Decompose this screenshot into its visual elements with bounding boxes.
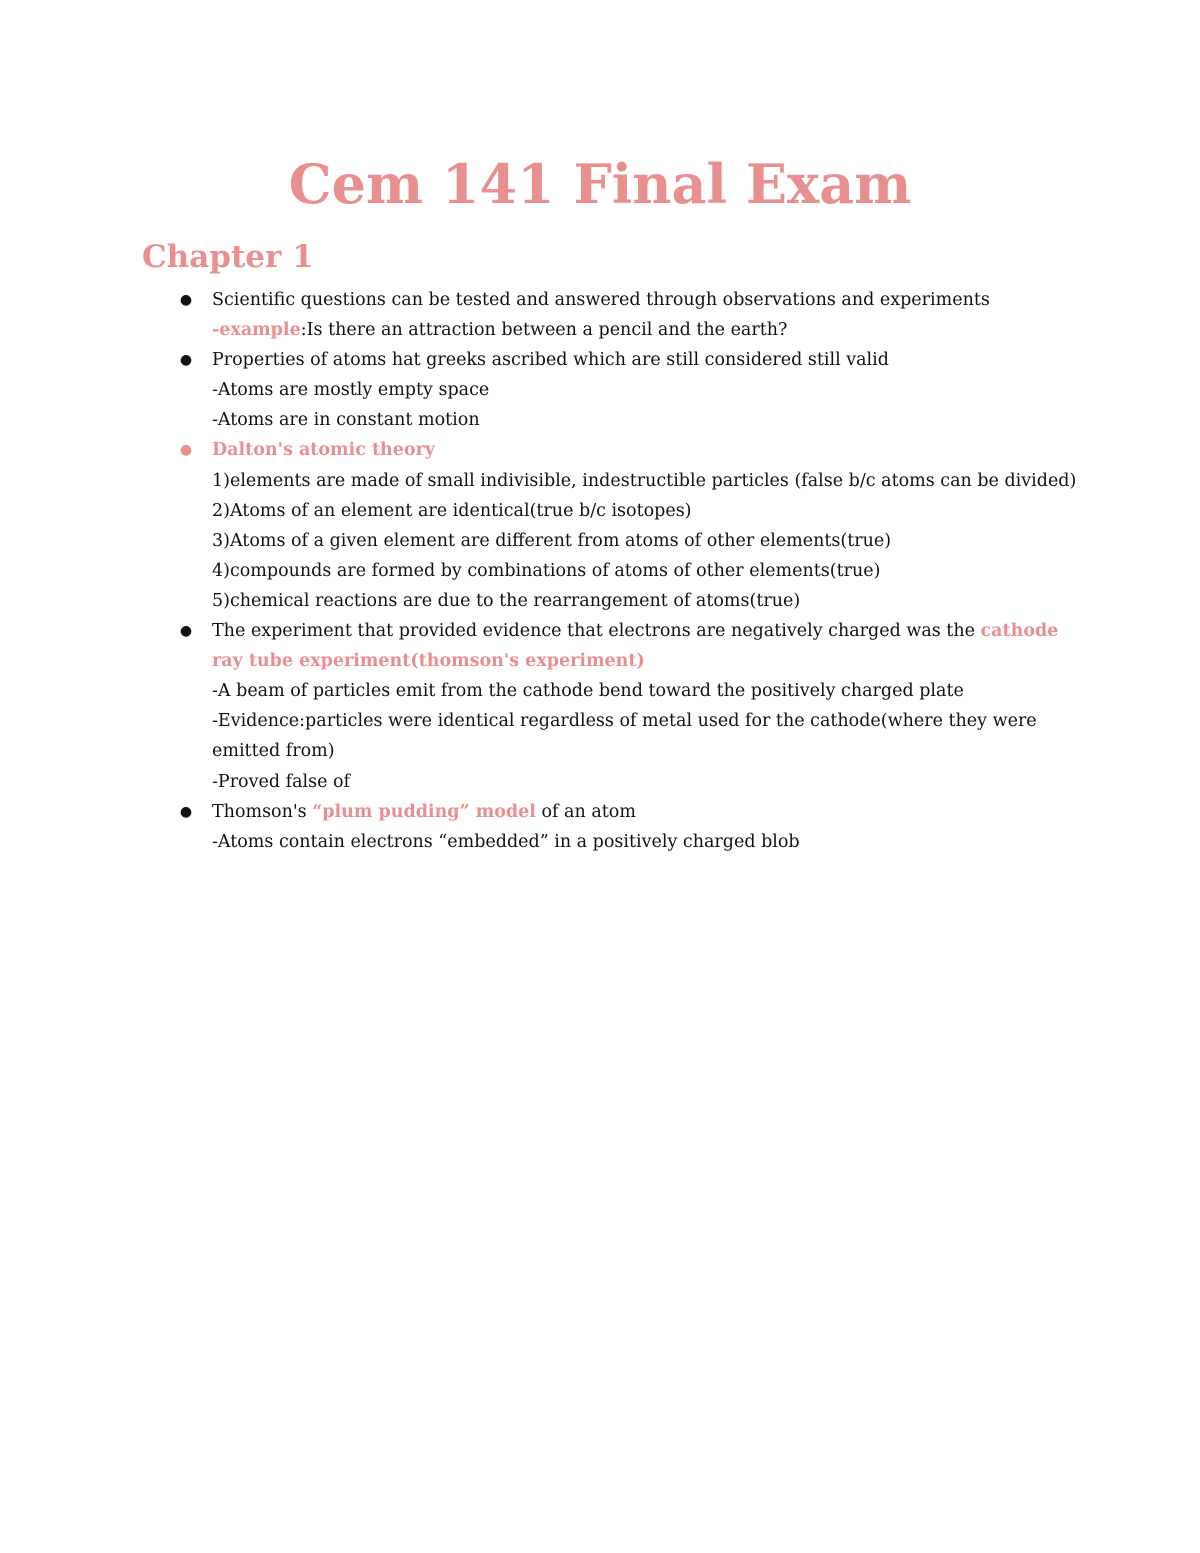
highlight-text: ray tube experiment(thomson's experiment) [212,651,645,672]
bullet-dot-icon: ● [179,442,193,459]
item-subline: 5)chemical reactions are due to the rearrangement of atoms(true) [212,590,801,611]
item-subline: -Atoms are in constant motion [212,410,480,431]
list-item [179,435,1077,616]
item-text: The experiment that provided evidence that electrons are negatively charged was the [212,621,981,642]
item-subline: -A beam of particles emit from the cathode bend toward the positively charged plate [212,681,964,702]
list-item [179,616,1072,797]
notes-list [179,285,1077,857]
item-text-prefix: Thomson's [212,801,313,822]
item-subline: 4)compounds are formed by combinations of atoms of other elements(true) [212,560,881,581]
item-subline: 2)Atoms of an element are identical(true b/c isotopes) [212,500,692,521]
item-text: Properties of atoms hat greeks ascribed which are still considered still valid [212,350,889,371]
bullet-dot-icon: ● [179,803,193,820]
highlight-text: “plum pudding” model [312,801,536,822]
bullet-dot-icon: ● [179,623,193,640]
item-text-line [212,797,1072,827]
list-item [179,797,1072,857]
bullet-dot-icon: ● [179,352,193,369]
example-text: :Is there an attraction between a pencil and the earth? [300,320,788,341]
highlight-text: cathode [980,621,1059,642]
item-subline: -Proved false of [212,771,351,792]
item-heading-highlight: Dalton's atomic theory [212,440,435,461]
chapter-heading: Chapter 1 [142,239,314,275]
list-item [179,345,1072,435]
bullet-dot-icon: ● [179,292,193,308]
item-text-suffix: of an atom [535,801,636,822]
item-subline: -Atoms contain electrons “embedded” in a positively charged blob [212,831,800,852]
item-text-line [212,616,1072,646]
item-subline: 3)Atoms of a given element are different from atoms of other elements(true) [212,530,892,551]
item-subline: -Evidence:particles were identical regardless of metal used for the cathode(where they were [212,711,1037,732]
list-item [179,285,1072,345]
item-subline: emitted from) [212,741,335,762]
item-example [212,315,1072,345]
example-label: -example [212,320,301,341]
item-text: Scientific questions can be tested and answered through observations and experiments [212,290,990,310]
item-subline: -Atoms are mostly empty space [212,380,490,401]
item-subline: 1)elements are made of small indivisible, indestructible particles (false b/c atoms can be divided) [212,470,1077,491]
document-title: Cem 141 Final Exam [288,152,912,216]
